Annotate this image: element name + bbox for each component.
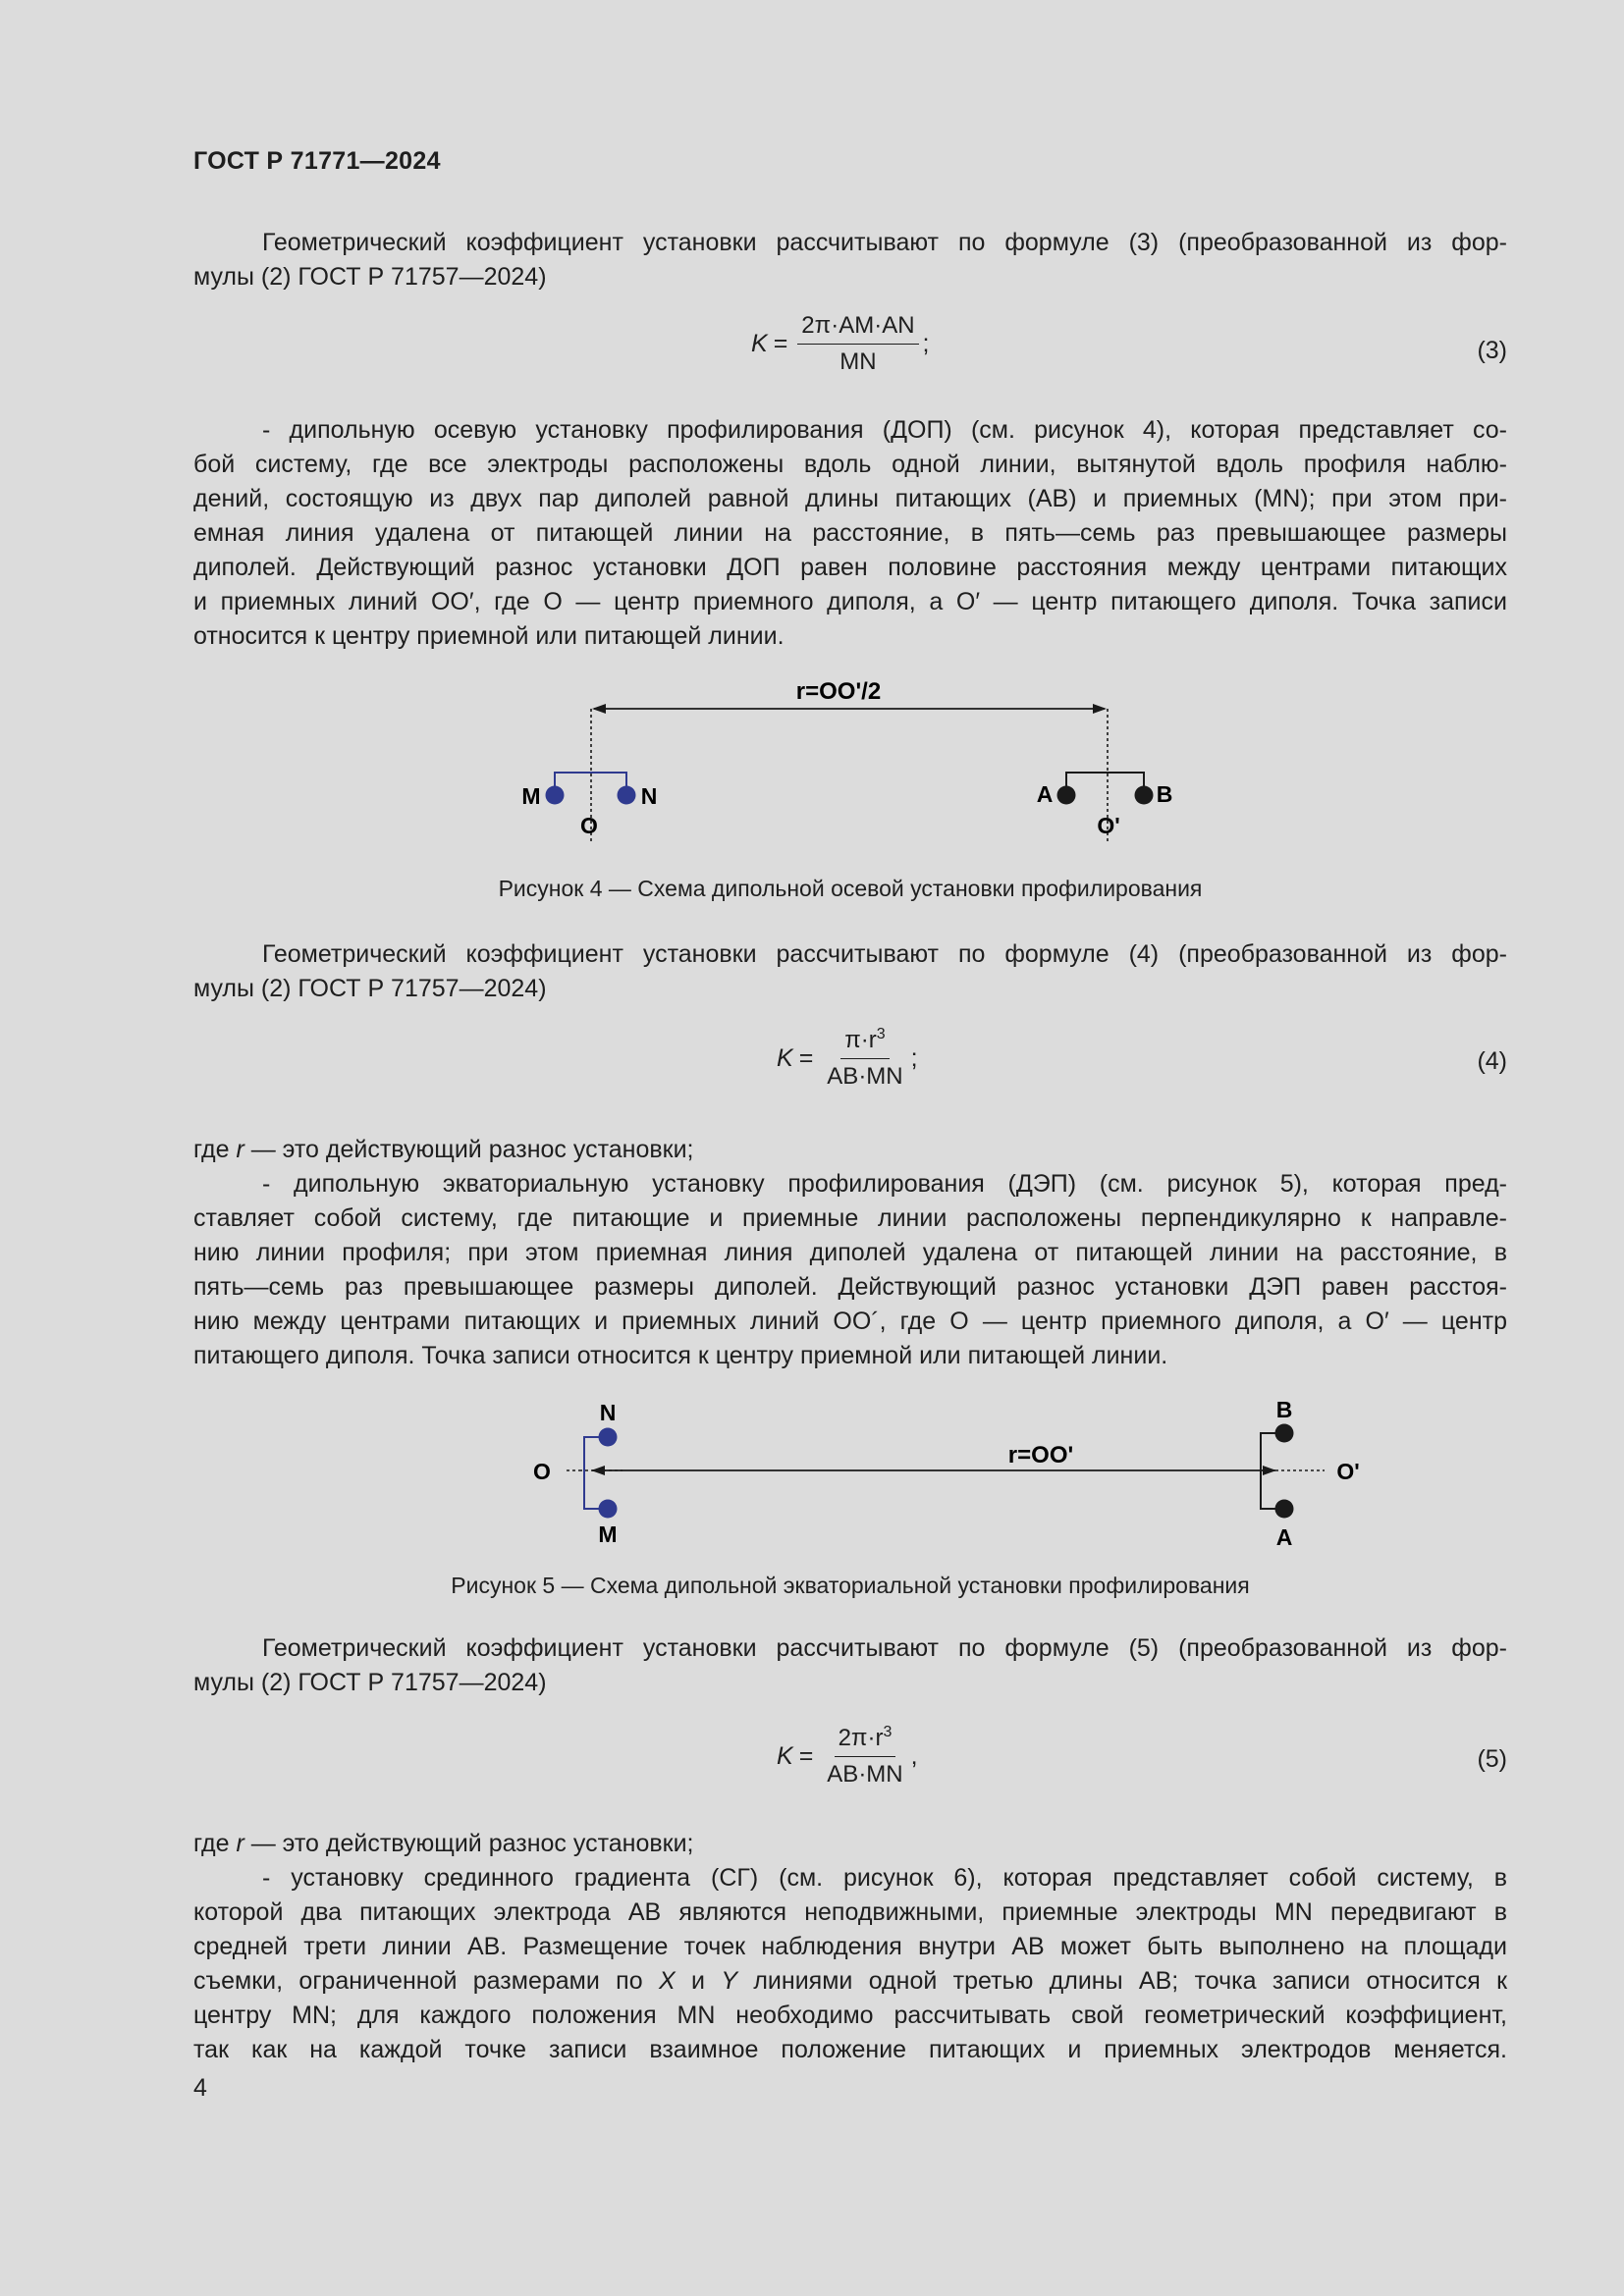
text-line: мулы (2) ГОСТ Р 71757—2024) [193, 975, 547, 1002]
label-o: O [580, 813, 598, 838]
label-m: M [598, 1522, 618, 1547]
text-line: пять—семь раз превышающее размеры диполей. Действующий разнос установки ДЭП равен расстоя- [193, 1273, 1507, 1301]
electrode-a [1057, 786, 1076, 805]
label-b: B [1156, 781, 1173, 807]
paragraph-formula3-intro [193, 226, 1507, 294]
formula-numerator: 2π·r [838, 1725, 884, 1751]
formula-fraction [823, 1026, 906, 1091]
text-line: относится к центру приемной или питающей линии. [193, 622, 785, 650]
text-line: нию между центрами питающих и приемных линий OO´, где O — центр приемного диполя, а O′ — центр [193, 1308, 1507, 1335]
formula-denominator: AB·MN [827, 1761, 903, 1788]
where-r-definition-1 [193, 1133, 1507, 1167]
text-line: центру MN; для каждого положения MN необходимо рассчитывать свой геометрический коэффициент, [193, 2002, 1507, 2029]
document-header: ГОСТ Р 71771—2024 [193, 147, 441, 175]
electrode-n [599, 1428, 618, 1447]
formula-number: (4) [1477, 1047, 1507, 1075]
text-line: средней трети линии АВ. Размещение точек наблюдения внутри АВ может быть выполнено на площади [193, 1933, 1507, 1960]
formula-fraction [823, 1724, 906, 1789]
document-page [193, 0, 1507, 2296]
variable-y: Y [721, 1967, 737, 1995]
formula-equals: = [773, 330, 788, 357]
distance-label: r=OO' [1007, 1442, 1074, 1468]
distance-label: r=OO'/2 [795, 678, 882, 705]
arrowhead-left-icon [591, 1466, 605, 1475]
electrode-m [546, 786, 565, 805]
electrode-n [618, 786, 636, 805]
formula-denominator: MN [839, 348, 877, 375]
label-o-prime: O' [1336, 1459, 1360, 1484]
paragraph-sg [193, 1861, 1507, 2067]
electrode-b [1135, 786, 1154, 805]
text-line: мулы (2) ГОСТ Р 71757—2024) [193, 263, 547, 291]
text: где [193, 1830, 237, 1857]
text-line: и приемных линий OO′, где O — центр приемного диполя, а O′ — центр питающего диполя. Точка записи [193, 588, 1507, 615]
label-n: N [640, 783, 658, 809]
text-line: - установку срединного градиента (СГ) (см. рисунок 6), которая представляет собой систему, в [262, 1864, 1507, 1892]
where-r-definition-2 [193, 1827, 1507, 1861]
arrowhead-right-icon [1263, 1466, 1276, 1475]
figure-5-caption: Рисунок 5 — Схема дипольной экваториальной установки профилирования [451, 1573, 1250, 1598]
label-m: M [521, 783, 541, 809]
text-line: Геометрический коэффициент установки рассчитывают по формуле (3) (преобразованной из фор- [262, 229, 1507, 256]
text: где [193, 1136, 237, 1163]
text-line: емная линия удалена от питающей линии на расстояние, в пять—семь раз превышающее размеры [193, 519, 1507, 547]
text-line: - дипольную экваториальную установку профилирования (ДЭП) (см. рисунок 5), которая пред- [262, 1170, 1507, 1198]
electrode-b [1275, 1424, 1294, 1443]
formula-exponent: 3 [883, 1724, 893, 1740]
formula-numerator: 2π·AM·AN [797, 312, 918, 345]
text-line: диполей. Действующий разнос установки ДОП равен половине расстояния между центрами питающих [193, 554, 1507, 581]
figure-4-caption: Рисунок 4 — Схема дипольной осевой установки профилирования [498, 876, 1203, 901]
formula-equals: = [798, 1741, 814, 1770]
text-line: мулы (2) ГОСТ Р 71757—2024) [193, 1669, 547, 1696]
paragraph-dop [193, 413, 1507, 654]
formula-tail: ; [922, 330, 930, 357]
figure-4-diagram [508, 672, 1391, 844]
text-line: ставляет собой систему, где питающие и приемные линии расположены перпендикулярно к направле- [193, 1204, 1507, 1232]
label-a: A [1036, 781, 1054, 807]
formula-numerator: π·r [844, 1027, 877, 1053]
text: — это действующий разнос установки; [244, 1136, 694, 1163]
formula-number: (3) [1477, 337, 1507, 364]
arrowhead-right-icon [1093, 704, 1107, 714]
variable-x: X [658, 1967, 676, 1995]
formula-equals: = [798, 1043, 814, 1072]
text-line: питающего диполя. Точка записи относится к центру приемной или питающей линии. [193, 1342, 1168, 1369]
formula-number: (5) [1477, 1745, 1507, 1773]
paragraph-formula4-intro [193, 937, 1507, 1006]
formula-fraction [797, 312, 918, 376]
text-line: нию линии профиля; при этом приемная линия диполей удалена от питающей линии на расстояние, в [193, 1239, 1507, 1266]
formula-lhs: K [751, 330, 768, 357]
page-number: 4 [193, 2074, 207, 2102]
label-b: B [1275, 1397, 1293, 1422]
figure-5-diagram [527, 1394, 1391, 1551]
text-line: съемки, ограниченной размерами по X и Y линиями одной третью длины АВ; точка записи относится к [193, 1967, 1508, 1995]
text-line: бой систему, где все электроды расположены вдоль одной линии, вытянутой вдоль профиля наблю- [193, 451, 1507, 478]
text-line: дений, состоящую из двух пар диполей равной длины питающих (АВ) и приемных (MN); при этом при- [193, 485, 1507, 512]
label-o-prime: O' [1097, 813, 1120, 838]
formula-4 [193, 1026, 1507, 1104]
formula-tail: ; [910, 1043, 918, 1072]
text-line: так как на каждой точке записи взаимное положение питающих и приемных электродов меняется. [193, 2036, 1507, 2063]
label-a: A [1275, 1524, 1293, 1550]
label-n: N [599, 1400, 617, 1425]
label-o: O [533, 1459, 551, 1484]
formula-exponent: 3 [876, 1026, 886, 1042]
formula-5 [193, 1724, 1507, 1802]
paragraph-dep [193, 1167, 1507, 1373]
text-line: - дипольную осевую установку профилирования (ДОП) (см. рисунок 4), которая представляет со- [262, 416, 1507, 444]
formula-denominator: AB·MN [827, 1063, 903, 1090]
formula-lhs: K [777, 1741, 793, 1770]
ab-dipole-line [1066, 773, 1144, 795]
variable-r: r [236, 1830, 244, 1857]
text-line: Геометрический коэффициент установки рассчитывают по формуле (5) (преобразованной из фор- [262, 1634, 1507, 1662]
paragraph-formula5-intro [193, 1631, 1507, 1700]
text-line: Геометрический коэффициент установки рассчитывают по формуле (4) (преобразованной из фор- [262, 940, 1507, 968]
text-line: которой два питающих электрода АВ являются неподвижными, приемные электроды MN передвигают в [193, 1898, 1507, 1926]
formula-lhs: K [777, 1043, 793, 1072]
formula-tail: , [910, 1741, 918, 1770]
electrode-a [1275, 1500, 1294, 1519]
variable-r: r [236, 1136, 244, 1163]
text: — это действующий разнос установки; [244, 1830, 694, 1857]
arrowhead-left-icon [592, 704, 606, 714]
electrode-m [599, 1500, 618, 1519]
formula-3 [193, 312, 1507, 391]
